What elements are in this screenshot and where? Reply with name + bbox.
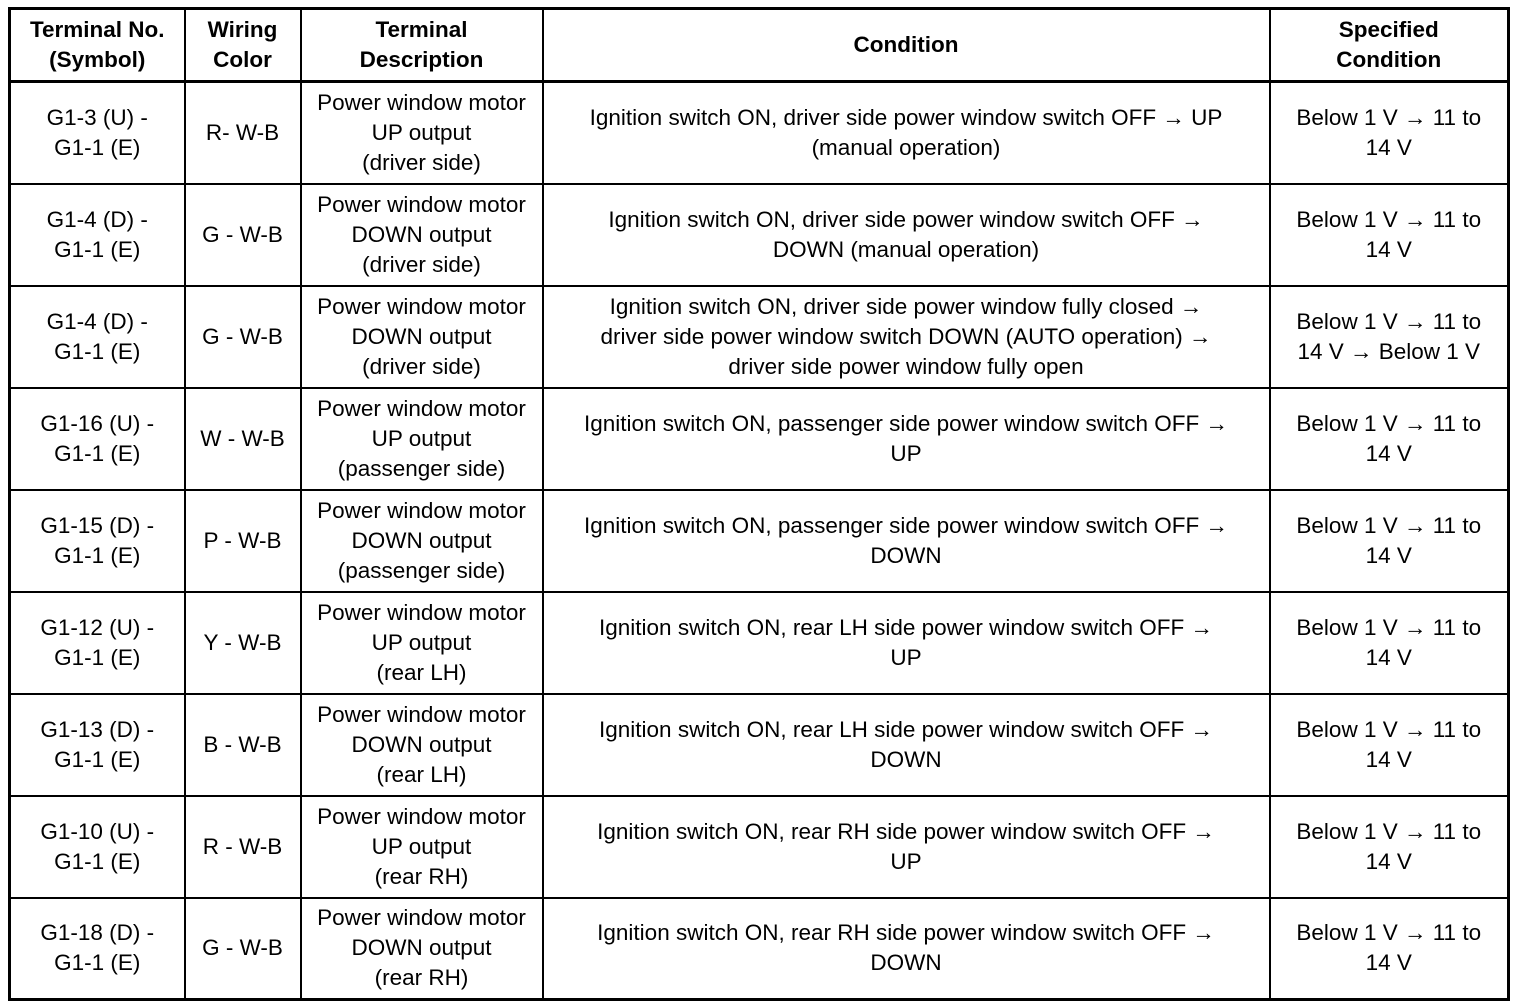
wiring-color-cell: R - W-B <box>185 796 301 898</box>
description-cell: Power window motor UP output (passenger side) <box>301 388 543 490</box>
wiring-color-cell: W - W-B <box>185 388 301 490</box>
header-terminal-description: Terminal Description <box>301 9 543 82</box>
terminal-cell: G1-15 (D) - G1-1 (E) <box>10 490 185 592</box>
condition-cell: Ignition switch ON, rear LH side power window switch OFF → DOWN <box>543 694 1270 796</box>
header-condition: Condition <box>543 9 1270 82</box>
condition-cell: Ignition switch ON, driver side power window switch OFF → DOWN (manual operation) <box>543 184 1270 286</box>
specified-condition-cell: Below 1 V → 11 to 14 V <box>1270 388 1509 490</box>
wiring-color-cell: Y - W-B <box>185 592 301 694</box>
specified-condition-cell: Below 1 V → 11 to 14 V <box>1270 694 1509 796</box>
table-row <box>10 592 1509 694</box>
description-cell: Power window motor UP output (rear LH) <box>301 592 543 694</box>
terminal-cell: G1-13 (D) - G1-1 (E) <box>10 694 185 796</box>
description-cell: Power window motor UP output (rear RH) <box>301 796 543 898</box>
condition-cell: Ignition switch ON, rear RH side power window switch OFF → UP <box>543 796 1270 898</box>
description-cell: Power window motor DOWN output (passenger side) <box>301 490 543 592</box>
terminal-cell: G1-4 (D) - G1-1 (E) <box>10 184 185 286</box>
description-cell: Power window motor DOWN output (driver side) <box>301 184 543 286</box>
description-cell: Power window motor DOWN output (rear RH) <box>301 898 543 1000</box>
terminal-cell: G1-3 (U) - G1-1 (E) <box>10 82 185 184</box>
wiring-color-cell: G - W-B <box>185 184 301 286</box>
specified-condition-cell: Below 1 V → 11 to 14 V <box>1270 796 1509 898</box>
header-specified-condition: Specified Condition <box>1270 9 1509 82</box>
description-cell: Power window motor DOWN output (rear LH) <box>301 694 543 796</box>
table-row <box>10 82 1509 184</box>
terminal-cell: G1-18 (D) - G1-1 (E) <box>10 898 185 1000</box>
header-wiring-color: Wiring Color <box>185 9 301 82</box>
specified-condition-cell: Below 1 V → 11 to 14 V <box>1270 184 1509 286</box>
terminal-cell: G1-10 (U) - G1-1 (E) <box>10 796 185 898</box>
header-terminal-no: Terminal No. (Symbol) <box>10 9 185 82</box>
condition-cell: Ignition switch ON, passenger side power window switch OFF → UP <box>543 388 1270 490</box>
description-cell: Power window motor DOWN output (driver side) <box>301 286 543 388</box>
condition-cell: Ignition switch ON, driver side power window fully closed → driver side power window switch DOWN (AUTO operation) → driver side power window fully open <box>543 286 1270 388</box>
wiring-color-cell: B - W-B <box>185 694 301 796</box>
condition-cell: Ignition switch ON, rear LH side power window switch OFF → UP <box>543 592 1270 694</box>
terminal-cell: G1-16 (U) - G1-1 (E) <box>10 388 185 490</box>
table-row <box>10 184 1509 286</box>
table-row <box>10 694 1509 796</box>
condition-cell: Ignition switch ON, rear RH side power window switch OFF → DOWN <box>543 898 1270 1000</box>
wiring-color-cell: P - W-B <box>185 490 301 592</box>
condition-cell: Ignition switch ON, passenger side power window switch OFF → DOWN <box>543 490 1270 592</box>
terminal-spec-table <box>8 7 1510 1001</box>
table-row <box>10 490 1509 592</box>
wiring-color-cell: G - W-B <box>185 286 301 388</box>
table-header-row <box>10 9 1509 82</box>
specified-condition-cell: Below 1 V → 11 to 14 V <box>1270 82 1509 184</box>
specified-condition-cell: Below 1 V → 11 to 14 V → Below 1 V <box>1270 286 1509 388</box>
table-row <box>10 796 1509 898</box>
specified-condition-cell: Below 1 V → 11 to 14 V <box>1270 898 1509 1000</box>
wiring-color-cell: R- W-B <box>185 82 301 184</box>
wiring-color-cell: G - W-B <box>185 898 301 1000</box>
condition-cell: Ignition switch ON, driver side power window switch OFF → UP (manual operation) <box>543 82 1270 184</box>
table-row <box>10 286 1509 388</box>
specified-condition-cell: Below 1 V → 11 to 14 V <box>1270 490 1509 592</box>
terminal-cell: G1-4 (D) - G1-1 (E) <box>10 286 185 388</box>
description-cell: Power window motor UP output (driver side) <box>301 82 543 184</box>
specified-condition-cell: Below 1 V → 11 to 14 V <box>1270 592 1509 694</box>
table-row <box>10 388 1509 490</box>
table-row <box>10 898 1509 1000</box>
terminal-cell: G1-12 (U) - G1-1 (E) <box>10 592 185 694</box>
